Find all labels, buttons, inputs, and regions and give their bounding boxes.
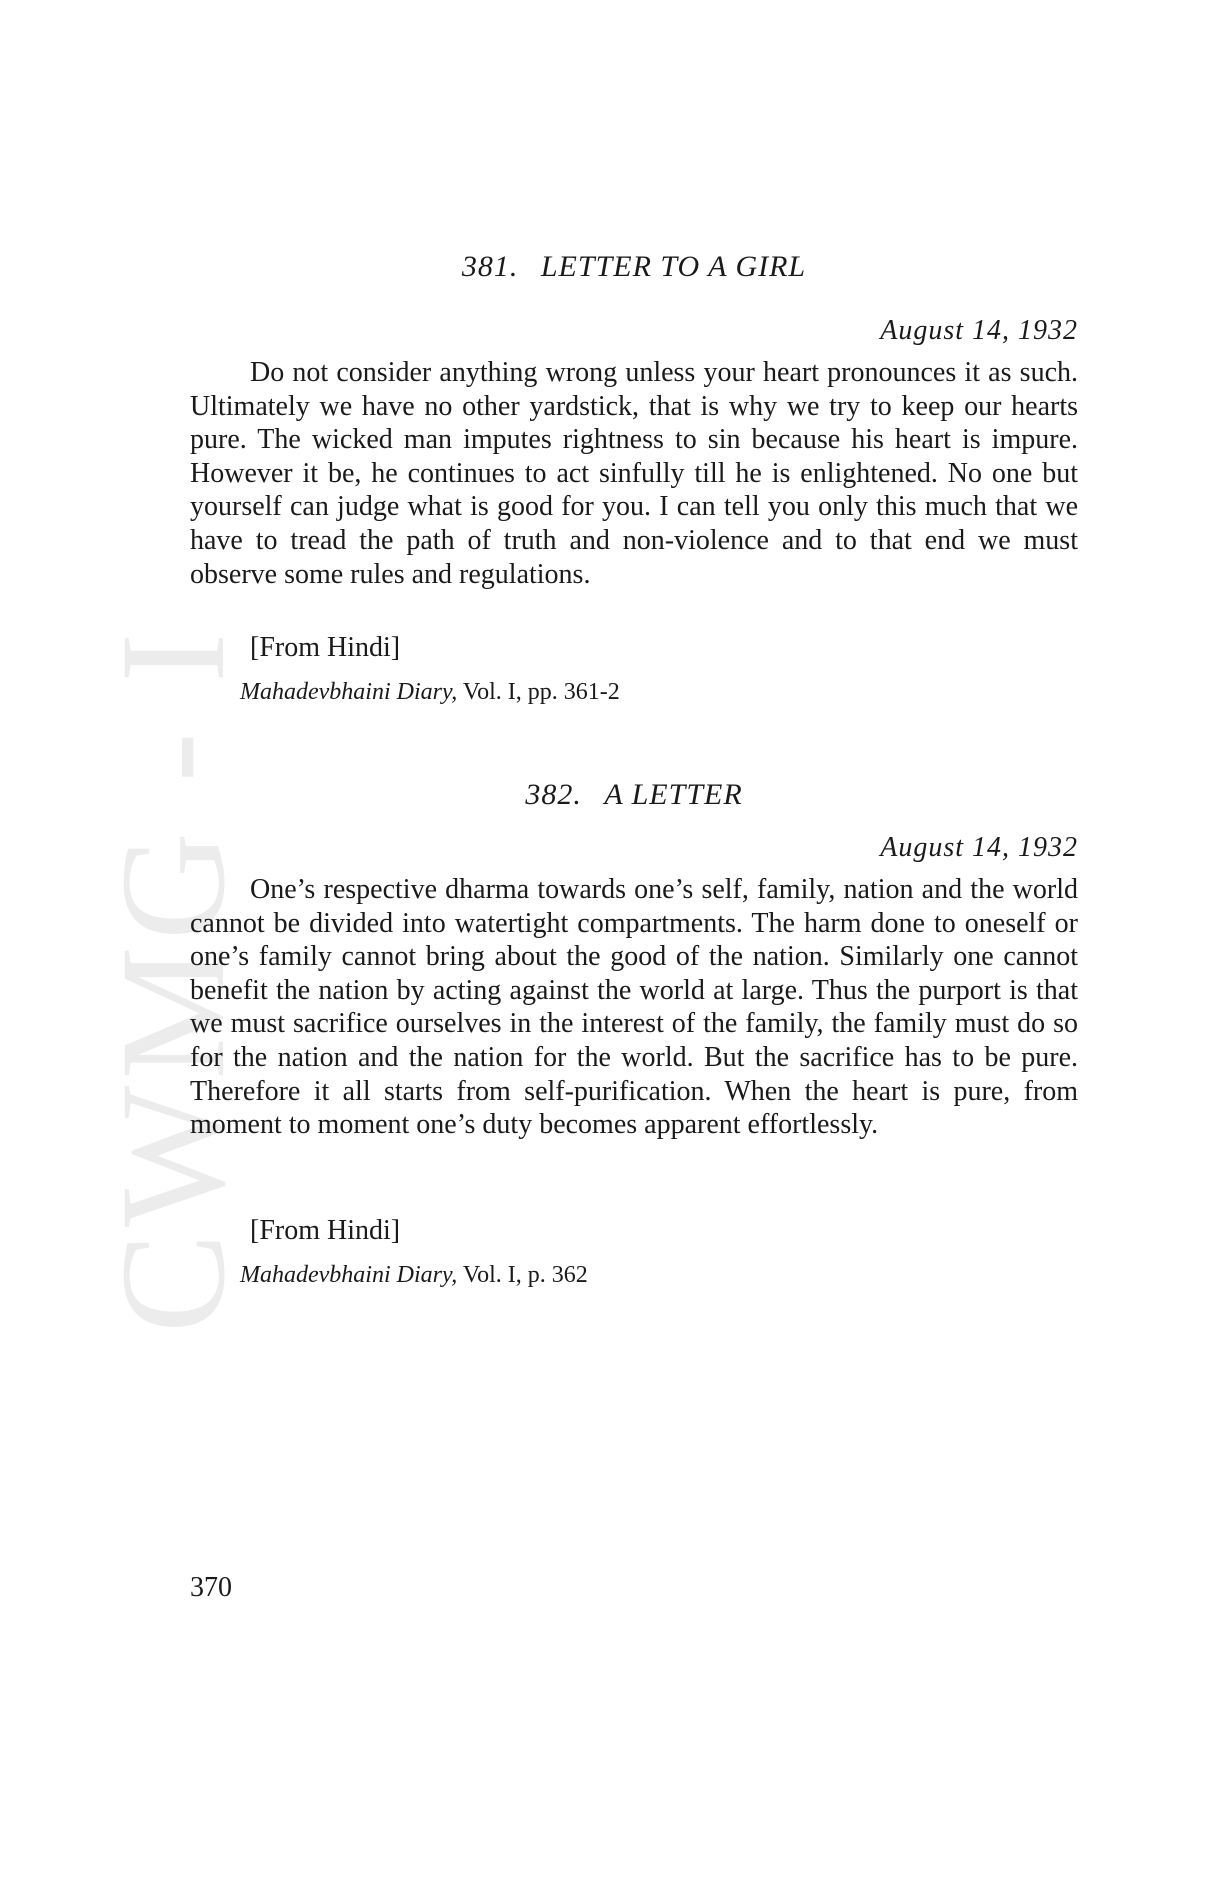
letter-382-title: A LETTER [604,778,743,811]
letter-382-date: August 14, 1932 [880,832,1078,863]
letter-382-body: One’s respective dharma towards one’s self, family, nation and the world cannot be divided into watertight compartments. The harm done to oneself or one’s family cannot bring about the good of the nation. Similarly one cannot benefit the nation by acting against the world at large. Thus the purport is that we must sacrifice ourselves in the interest of the family, the family must do so for the nation and the nation for the world. But the sacrifice has to be pure. Therefore it all starts from self-purification. When the heart is pure, from moment to moment one’s duty becomes apparent effortlessly. [190,874,1078,1141]
letter-381-citation [240,679,620,706]
letter-381-source-language: [From Hindi] [250,632,401,663]
watermark-text: CWMG - I [90,626,256,1334]
page-number: 370 [190,1572,232,1603]
letter-381-heading [190,250,1078,284]
letter-382-citation [240,1262,588,1289]
letter-382-citation-details: Vol. I, p. 362 [457,1262,588,1288]
letter-381-number: 381. [461,250,519,283]
letter-382-source-language: [From Hindi] [250,1215,401,1246]
letter-381-citation-details: Vol. I, pp. 361-2 [457,679,620,705]
letter-381-title: LETTER TO A GIRL [540,250,807,283]
letter-382-citation-work: Mahadevbhaini Diary, [240,1262,458,1288]
letter-382-number: 382. [525,778,582,811]
letter-381-citation-work: Mahadevbhaini Diary, [240,679,458,705]
letter-382-heading [190,778,1078,812]
letter-381-date: August 14, 1932 [880,315,1078,346]
letter-381-body: Do not consider anything wrong unless your heart pronounces it as such. Ultimately we have no other yardstick, that is why we try to keep our hearts pure. The wicked man imputes rightness to sin because his heart is impure. However it be, he continues to act sinfully till he is enlightened. No one but yourself can judge what is good for you. I can tell you only this much that we have to tread the path of truth and non-violence and to that end we must observe some rules and regulations. [190,357,1078,590]
